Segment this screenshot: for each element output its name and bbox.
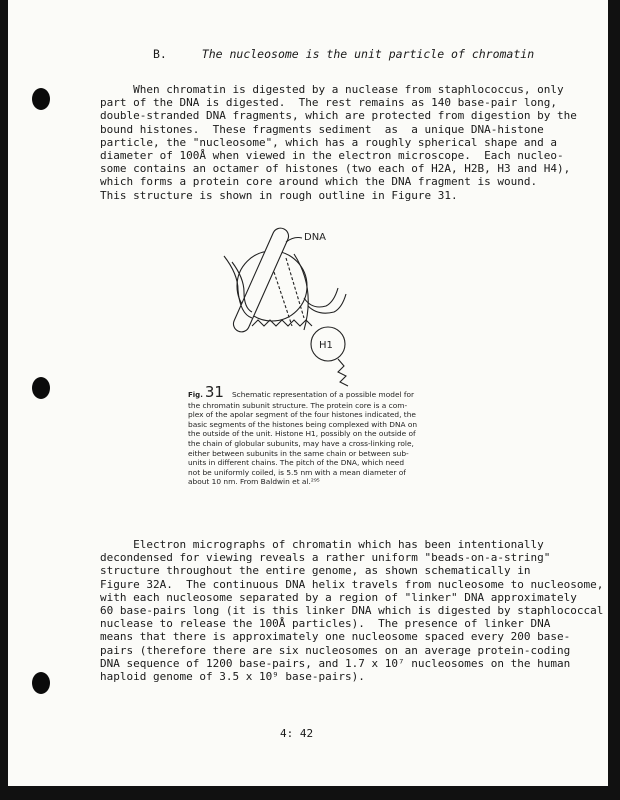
text-line: double-stranded DNA fragments, which are protected from digestion by the bbox=[100, 109, 577, 123]
caption-fig-number: 31 bbox=[204, 383, 224, 401]
caption-line: the chain of globular subunits, may have a cross-linking role, bbox=[188, 438, 414, 448]
paragraph-1 bbox=[100, 83, 577, 202]
punch-hole-bottom bbox=[32, 672, 50, 694]
caption-line: not be uniformly coiled, is 5.5 nm with a mean diameter of bbox=[188, 467, 406, 477]
caption-line: units in different chains. The pitch of the DNA, which need bbox=[188, 458, 405, 468]
h1-label: H1 bbox=[319, 340, 333, 351]
caption-fig-label: Fig. bbox=[188, 391, 203, 399]
text-line: pairs (therefore there are six nucleosomes on an average protein-coding bbox=[100, 643, 571, 657]
section-heading bbox=[153, 47, 534, 61]
text-line: nuclease to release the 100Å particles). The presence of linker DNA bbox=[100, 617, 551, 631]
section-label: B. bbox=[153, 47, 167, 61]
text-line: particle, the "nucleosome", which has a roughly spherical shape and a bbox=[100, 135, 557, 149]
text-line: decondensed for viewing reveals a rather uniform "beads-on-a-string" bbox=[100, 551, 551, 565]
text-line: with each nucleosome separated by a region of "linker" DNA approximately bbox=[100, 590, 577, 604]
text-line: some contains an octamer of histones (two each of H2A, H2B, H3 and H4), bbox=[100, 162, 571, 176]
caption-line: about 10 nm. From Baldwin et al.²⁹⁵ bbox=[188, 477, 320, 487]
text-line: bound histones. These fragments sediment as a unique DNA-histone bbox=[100, 122, 544, 136]
caption-line: the outside of the unit. Histone H1, possibly on the outside of bbox=[188, 429, 416, 439]
text-line: haploid genome of 3.5 x 10⁹ base-pairs). bbox=[100, 670, 365, 684]
document-page bbox=[8, 0, 608, 786]
text-line: When chromatin is digested by a nuclease from staphlococcus, only bbox=[100, 83, 564, 96]
scan-border bbox=[0, 786, 620, 800]
text-line: means that there is approximately one nucleosome spaced every 200 base- bbox=[100, 630, 571, 644]
figure-caption bbox=[188, 383, 420, 487]
text-line: which forms a protein core around which the DNA fragment is wound. bbox=[100, 175, 538, 189]
text-line: Figure 32A. The continuous DNA helix travels from nucleosome to nucleosome, bbox=[100, 577, 604, 591]
caption-line: the chromatin subunit structure. The protein core is a com- bbox=[188, 400, 408, 410]
linker-dna-left bbox=[252, 320, 312, 326]
nucleosome-diagram bbox=[208, 218, 398, 388]
text-line: DNA sequence of 1200 base-pairs, and 1.7 x 10⁷ nucleosomes on the human bbox=[100, 656, 571, 670]
dna-label: DNA bbox=[304, 232, 327, 243]
caption-line: Schematic representation of a possible model for bbox=[231, 390, 415, 399]
punch-hole-middle bbox=[32, 377, 50, 399]
punch-hole-top bbox=[32, 88, 50, 110]
text-line: This structure is shown in rough outline in Figure 31. bbox=[100, 188, 458, 202]
text-line: structure throughout the entire genome, as shown schematically in bbox=[100, 564, 531, 578]
dna-strand-back-2 bbox=[274, 272, 292, 326]
section-title: The nucleosome is the unit particle of chromatin bbox=[201, 47, 535, 61]
text-line: part of the DNA is digested. The rest remains as 140 base-pair long, bbox=[100, 96, 557, 110]
dna-right-lower bbox=[308, 294, 346, 313]
text-line: Electron micrographs of chromatin which has been intentionally bbox=[100, 538, 544, 551]
caption-line: basic segments of the histones being complexed with DNA on bbox=[188, 419, 418, 429]
text-line: diameter of 100Å when viewed in the electron microscope. Each nucleo- bbox=[100, 149, 564, 163]
caption-line: either between subunits in the same chain or between sub- bbox=[188, 448, 409, 458]
paragraph-2 bbox=[100, 538, 604, 684]
text-line: 60 base-pairs long (it is this linker DNA which is digested by staphlococcal bbox=[100, 604, 604, 618]
page-number: 4: 42 bbox=[280, 727, 314, 740]
linker-dna-right bbox=[338, 359, 348, 386]
dna-right-upper bbox=[304, 288, 338, 307]
caption-line: plex of the apolar segment of the four histones indicated, the bbox=[188, 410, 416, 420]
dna-strand-front bbox=[231, 226, 291, 335]
